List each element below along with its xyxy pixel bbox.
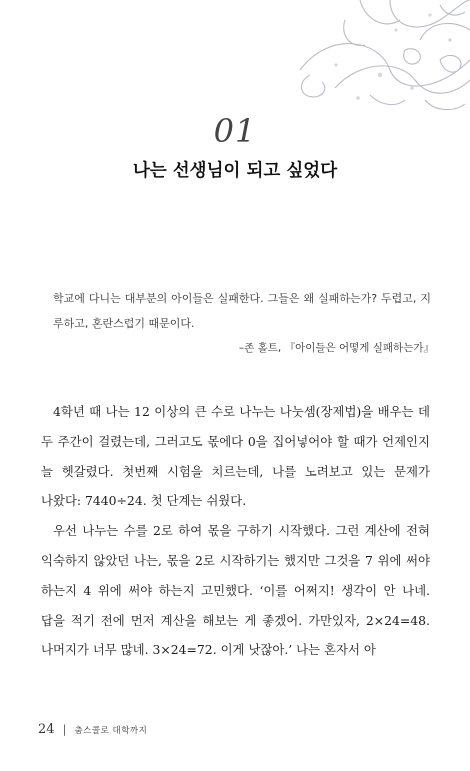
body-paragraph: 우선 나누는 수를 2로 하여 몫을 구하기 시작했다. 그런 계산에 전혀 익숙하지 않았던 나는, 몫을 2로 시작하기는 했지만 그것을 7 위에 써야 하는지 4 위에 써야 하는지 고민했다. ‘이를 어쩌지! 생각이 안 나네. 답을 적기 전에 먼저 계산을 해보는 게 좋겠어. 가만있자, 2×24=48. 나머지가 너무 많네. 3×24=72. 이게 낫잖아.’ 나는 혼자서 아 [41,523,430,658]
running-book-title: 춤스콜로 대학까지 [74,726,148,736]
epigraph-citation: –존 홀트, 『아이들은 어떻게 실패하는가』 [238,342,434,354]
epigraph-quote: 학교에 다니는 대부분의 아이들은 실패한다. 그들은 왜 실패하는가? 두렵고, 지루하고, 혼란스럽기 때문이다. [53,292,431,330]
body-text [41,397,430,665]
floral-ornament-graphic [240,0,470,120]
chapter-title: 나는 선생님이 되고 싶었다 [132,161,338,181]
body-paragraph: 4학년 때 나는 12 이상의 큰 수로 나누는 나눗셈(장제법)을 배우는 데 두 주간이 걸렸는데, 그러고도 몫에다 0을 집어넣어야 할 때가 언제인지 늘 헷갈렸다. 첫번째 시험을 치르는데, 나를 노려보고 있는 문제가 나왔다: 7440÷24. 첫 단계는 쉬웠다. [41,404,430,509]
page-footer [38,718,147,737]
footer-separator: | [62,723,67,736]
chapter-number: 01 [213,112,257,150]
page-number: 24 [38,722,55,737]
